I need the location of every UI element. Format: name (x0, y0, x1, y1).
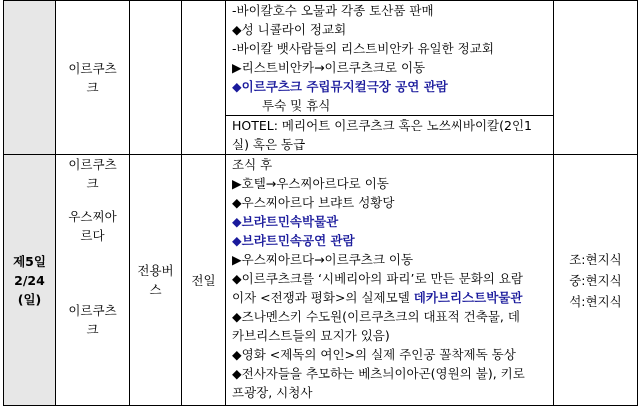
hotel-line: HOTEL: 메리어트 이르쿠츠크 혹은 노쓰씨바이칼(2인1 (232, 118, 532, 133)
museum-highlight: 데카브리스트박물관 (413, 290, 523, 305)
day5-time: 전일 (182, 155, 226, 406)
prev-day-schedule (226, 1, 554, 116)
hotel-cell (226, 116, 554, 155)
prev-day-place: 이르쿠츠 크 (56, 1, 130, 155)
schedule-line-highlight: ◆브랴트민속공연 관람 (232, 233, 355, 248)
day5-day-cell (4, 155, 56, 406)
day5-place: 이르쿠츠 크 우스찌아 르다 이르쿠츠 크 (56, 155, 130, 406)
meal-breakfast: 조:현지식 (569, 251, 622, 267)
hotel-line: 실) 혹은 동급 (232, 137, 306, 152)
meal-dinner: 석:현지식 (569, 293, 622, 309)
schedule-line: ◆성 니콜라이 정교회 (232, 22, 347, 37)
schedule-line: ▶리스트비안카→이르쿠츠크로 이동 (232, 60, 426, 75)
prev-day-time (182, 1, 226, 155)
schedule-line-highlight: ◆이르쿠츠크 주립뮤지컬극장 공연 관람 (232, 79, 448, 94)
meal-lunch: 중:현지식 (569, 272, 622, 288)
schedule-line: ◆즈나멘스키 수도원(이르쿠츠크의 대표적 건축물, 데 (232, 309, 520, 324)
prev-day-cell (4, 1, 56, 155)
day5-row (4, 155, 638, 406)
schedule-line: -바이칼호수 오물과 각종 토산품 판매 (232, 3, 434, 18)
prev-day-meals (554, 1, 638, 155)
schedule-line: -바이칼 뱃사람들의 리스트비안카 유일한 정교회 (232, 41, 494, 56)
prev-day-transport (130, 1, 182, 155)
schedule-line: ▶우스찌아르다→이르쿠츠크 이동 (232, 252, 414, 267)
schedule-line: ▶호텔→우스찌아르다로 이동 (232, 176, 389, 191)
schedule-line-highlight: ◆브랴트민속박물관 (232, 214, 339, 229)
schedule-line: 조식 후 (232, 157, 273, 172)
schedule-line: 프광장, 시청사 (232, 385, 313, 400)
day5-meals (554, 155, 638, 406)
day5-transport: 전용버 스 (130, 155, 182, 406)
schedule-line: ◆우스찌아르다 브랴트 성황당 (232, 195, 395, 210)
prev-day-row (4, 1, 638, 116)
day-label: 제5일 (13, 253, 46, 269)
day5-schedule (226, 155, 554, 406)
schedule-line: 카브리스트들의 묘지가 있음) (232, 328, 390, 343)
schedule-line: 투숙 및 휴식 (262, 98, 331, 113)
itinerary-table (3, 0, 638, 406)
schedule-line: ◆전사자들을 추모하는 베츠늬이아곤(영원의 불), 키로 (232, 366, 525, 381)
schedule-line: ◆영화 <제독의 여인>의 실제 주인공 꼴착제독 동상 (232, 347, 516, 362)
schedule-line: ◆이르쿠츠크를 ‘시베리아의 파리’로 만든 문화의 요람 (232, 271, 524, 286)
date-label: 2/24 (14, 272, 45, 288)
schedule-line: 이자 <전쟁과 평화>의 실제모델 데카브리스트박물관 (232, 290, 523, 305)
weekday-label: (일) (17, 291, 42, 307)
